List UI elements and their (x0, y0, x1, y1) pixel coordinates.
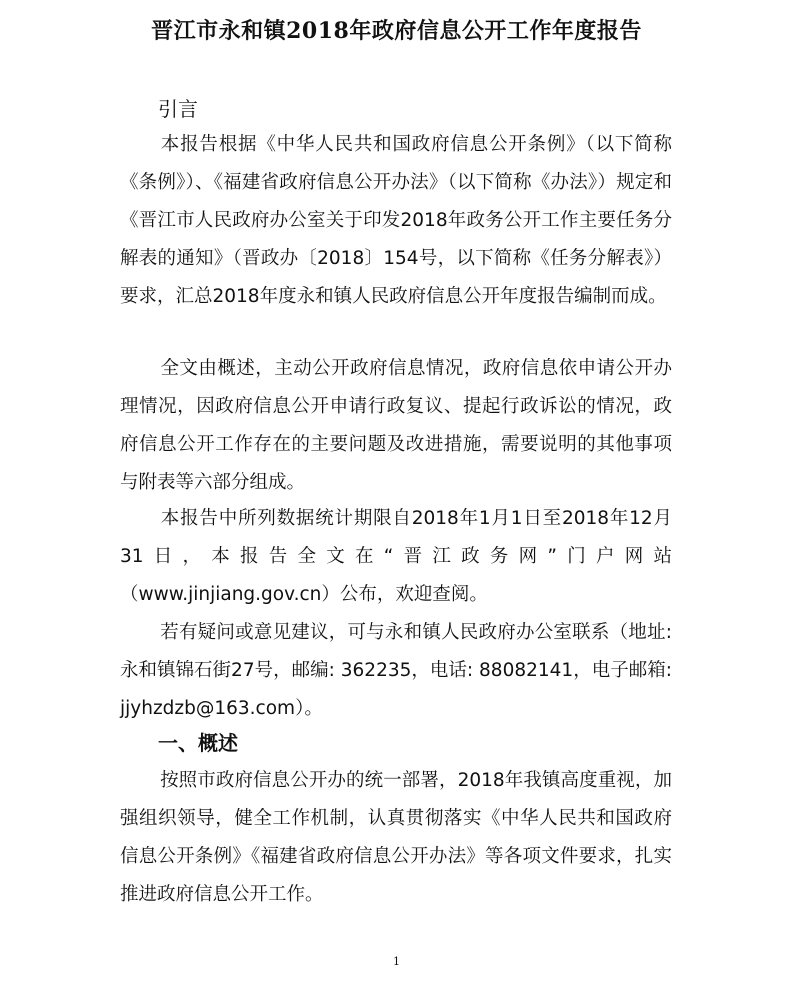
paragraph-structure (120, 350, 672, 502)
section-heading-overview: 一、概述 (158, 731, 238, 755)
paragraph-contact (120, 614, 672, 728)
paragraph-text: 全文由概述，主动公开政府信息情况，政府信息依申请公开办理情况，因政府信息公开申请行政复议、提起行政诉讼的情况，政府信息公开工作存在的主要问题及改进措施，需要说明的其他事项与附表等六部分组成。 (120, 358, 672, 493)
paragraph-text: 按照市政府信息公开办的统一部署，2018年我镇高度重视，加强组织领导，健全工作机制，认真贯彻落实《中华人民共和国政府信息公开条例》《福建省政府信息公开办法》等各项文件要求，扎实推进政府信息公开工作。 (120, 770, 672, 905)
document-title: 晋江市永和镇2018年政府信息公开工作年度报告 (151, 18, 642, 44)
paragraph-period (120, 500, 672, 614)
paragraph-overview (120, 762, 672, 914)
paragraph-basis (120, 126, 672, 316)
section-heading-intro: 引言 (158, 97, 198, 121)
page-number: 1 (393, 955, 400, 968)
paragraph-text: 本报告根据《中华人民共和国政府信息公开条例》（以下简称《条例》）、《福建省政府信息公开办法》（以下简称《办法》）规定和《晋江市人民政府办公室关于印发2018年政务公开工作主要任务分解表的通知》（晋政办〔2018〕154号，以下简称《任务分解表》）要求，汇总2018年度永和镇人民政府信息公开年度报告编制而成。 (120, 134, 672, 307)
paragraph-text: 若有疑问或意见建议，可与永和镇人民政府办公室联系（地址: 永和镇锦石街27号，邮编: 362235，电话: 88082141，电子邮箱: jjyhzdzb@163.com）。 (120, 622, 672, 719)
paragraph-text: 本报告中所列数据统计期限自2018年1月1日至2018年12月31日，本报告全文在“晋江政务网”门户网站（www.jinjiang.gov.cn）公布，欢迎查阅。 (120, 508, 672, 605)
